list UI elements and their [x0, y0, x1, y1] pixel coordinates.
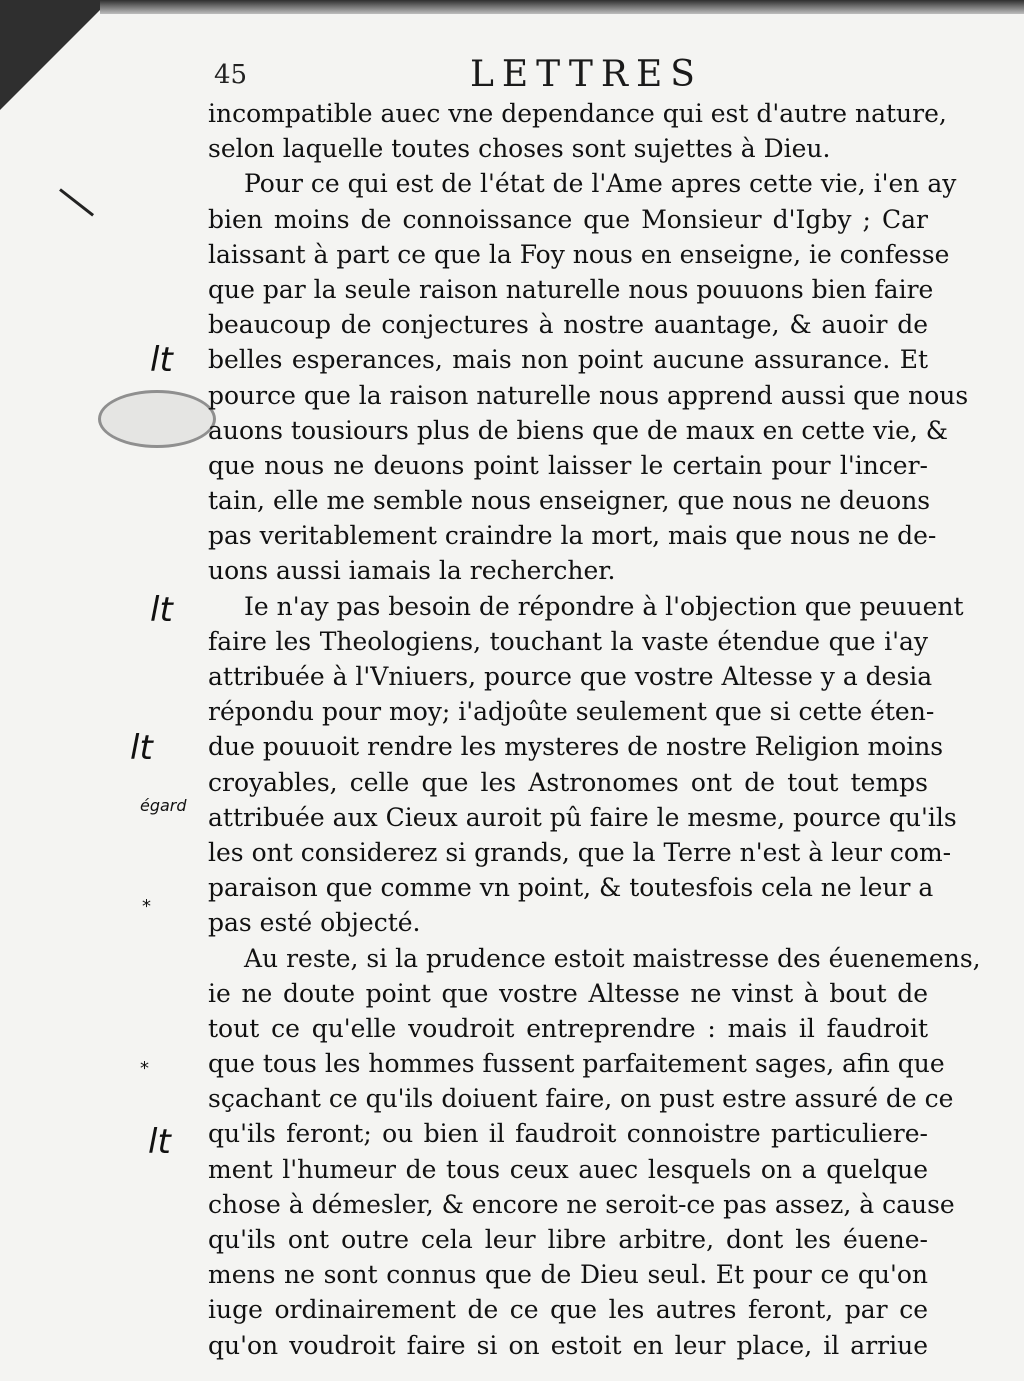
text-line: due pouuoit rendre les mysteres de nostre Religion moins — [208, 732, 944, 762]
text-line: qu'ils feront; ou bien il faudroit connoistre particuliere- — [208, 1119, 928, 1149]
text-line: selon laquelle toutes choses sont sujettes à Dieu. — [208, 134, 831, 164]
torn-corner — [0, 0, 110, 110]
page-number: 45 — [214, 60, 248, 90]
text-line: pas esté objecté. — [208, 908, 421, 938]
text-line: attribuée aux Cieux auroit pû faire le mesme, pource qu'ils — [208, 802, 957, 832]
library-stamp — [98, 390, 216, 448]
page-top-edge — [100, 0, 1024, 14]
text-line: mens ne sont connus que de Dieu seul. Et pour ce qu'on — [208, 1260, 928, 1290]
text-line: uons aussi iamais la rechercher. — [208, 556, 616, 586]
text-line: bien moins de connoissance que Monsieur d'Igby ; Car — [208, 204, 928, 234]
text-line: paraison que comme vn point, & toutesfois cela ne leur a — [208, 873, 934, 903]
running-head: LETTRES — [470, 54, 703, 95]
text-line: iuge ordinairement de ce que les autres feront, par ce — [208, 1295, 928, 1325]
text-line: pource que la raison naturelle nous apprend aussi que nous — [208, 380, 969, 410]
margin-mark-3: lt — [130, 728, 153, 768]
text-line: incompatible auec vne dependance qui est d'autre nature, — [208, 99, 947, 128]
text-line: qu'on voudroit faire si on estoit en leur place, il arriue — [208, 1330, 928, 1360]
margin-dot-1: * — [142, 896, 151, 917]
margin-note-egard: égard — [140, 796, 187, 815]
text-line: Au reste, si la prudence estoit maistresse des éuenemens, — [244, 943, 981, 973]
margin-mark-1: lt — [150, 340, 173, 380]
text-line: Ie n'ay pas besoin de répondre à l'objection que peuuent — [244, 591, 964, 621]
margin-mark-4: lt — [148, 1122, 171, 1162]
text-line: sçachant ce qu'ils doiuent faire, on pust estre assuré de ce — [208, 1084, 954, 1114]
text-line: que tous les hommes fussent parfaitement sages, afin que — [208, 1049, 945, 1079]
text-line: ie ne doute point que vostre Altesse ne vinst à bout de — [208, 978, 928, 1008]
margin-dash-mark — [59, 188, 94, 216]
text-line: les ont considerez si grands, que la Terre n'est à leur com- — [208, 837, 952, 867]
text-line: belles esperances, mais non point aucune assurance. Et — [208, 345, 928, 375]
text-line: Pour ce qui est de l'état de l'Ame apres cette vie, i'en ay — [244, 169, 957, 199]
text-line: pas veritablement craindre la mort, mais que nous ne de- — [208, 521, 937, 551]
text-line: faire les Theologiens, touchant la vaste étendue que i'ay — [208, 626, 928, 656]
text-line: attribuée à l'Vniuers, pource que vostre Altesse y a desia — [208, 662, 933, 691]
text-line: qu'ils ont outre cela leur libre arbitre, dont les éuene- — [208, 1225, 928, 1254]
text-line: tout ce qu'elle voudroit entreprendre : mais il faudroit — [208, 1013, 928, 1043]
text-line: beaucoup de conjectures à nostre auantage, & auoir de — [208, 310, 928, 340]
text-line: auons tousiours plus de biens que de maux en cette vie, & — [208, 415, 949, 445]
body-text — [208, 96, 981, 1363]
text-line: que nous ne deuons point laisser le certain pour l'incer- — [208, 450, 928, 480]
text-line: répondu pour moy; i'adjoûte seulement que si cette éten- — [208, 697, 935, 727]
margin-mark-2: lt — [150, 590, 173, 630]
text-line: tain, elle me semble nous enseigner, que nous ne deuons — [208, 486, 931, 516]
margin-dot-2: * — [140, 1058, 149, 1079]
text-line: croyables, celle que les Astronomes ont de tout temps — [208, 767, 928, 797]
text-line: que par la seule raison naturelle nous pouuons bien faire — [208, 274, 934, 304]
text-line: chose à démesler, & encore ne seroit-ce pas assez, à cause — [208, 1189, 955, 1219]
text-line: laissant à part ce que la Foy nous en enseigne, ie confesse — [208, 239, 950, 269]
text-line: ment l'humeur de tous ceux auec lesquels on a quelque — [208, 1154, 928, 1184]
